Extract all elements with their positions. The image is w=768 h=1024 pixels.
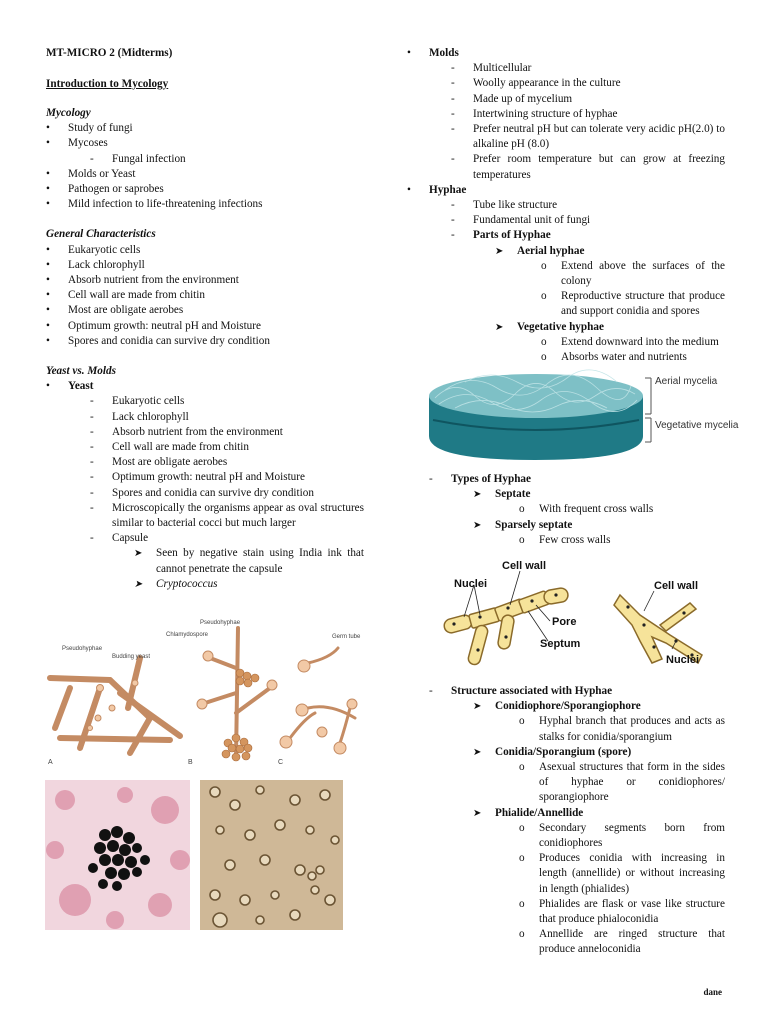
list-item: - Multicellular: [451, 61, 725, 76]
list-item: - Absorb nutrient from the environment: [90, 425, 364, 440]
list-item: ➤ Sparsely septate o Few cross walls: [473, 518, 725, 548]
list-item: o Reproductive structure that produce and support conidia and spores: [539, 289, 725, 319]
petri-dish-mycelia-figure: [425, 358, 739, 468]
list-item: ➤ Phialide/Annellide o Secondary segments born from conidiophores o Produces conidia with increasing in length (annellide) or without increasing in length (phialides) o Phialides are flask or vase like structure that produce phialoconidia o Annellide are ringed structure that produce anneloconidia: [473, 806, 725, 958]
list-item: - Intertwining structure of hyphae: [451, 107, 725, 122]
list-item: ➤ Cryptococcus: [134, 577, 364, 592]
list-item: • Spores and conidia can survive dry condition: [46, 334, 364, 349]
label-nuclei-sparse: Nuclei: [666, 654, 700, 666]
list-item: • Hyphae - Tube like structure - Fundamental unit of fungi - Parts of Hyphae ➤ Aerial hyphae o Extend above the surfaces of the colony o Reproductive structure that produce and support conidia and spores ➤ Vegetative hyphae o Extend downward into the medium o Absorbs water and nutrients: [407, 183, 725, 365]
list-item: o Phialides are flask or vase like structure that produce phialoconidia: [517, 897, 725, 927]
list-item: - Spores and conidia can survive dry condition: [90, 486, 364, 501]
list-item: • Pathogen or saprobes: [46, 182, 364, 197]
list-item: • Absorb nutrient from the environment: [46, 273, 364, 288]
footer-signature: dane: [703, 987, 722, 997]
list-item: - Microscopically the organisms appear as oval structures similar to bacterial cocci but much larger: [90, 501, 364, 531]
list-item: - Cell wall are made from chitin: [90, 440, 364, 455]
list-item: • Yeast - Eukaryotic cells - Lack chlorophyll - Absorb nutrient from the environment - Cell wall are made from chitin - Most are obligate aerobes - Optimum growth: neutral pH and Moisture - Spores and conidia can survive dry condition - Microscopically the organisms appear as oval structures similar to bacterial cocci but much larger - Capsule ➤ Seen by negative stain using India ink that cannot penetrate the capsule ➤ Cryptococcus: [46, 379, 364, 592]
list-item: - Capsule ➤ Seen by negative stain using India ink that cannot penetrate the capsule ➤ Cryptococcus: [90, 531, 364, 592]
mycology-list: [46, 121, 364, 212]
label-germ-tube: Germ tube: [332, 634, 361, 640]
list-item: o With frequent cross walls: [517, 502, 725, 517]
list-item: o Absorbs water and nutrients: [539, 350, 725, 365]
list-item: - Structure associated with Hyphae ➤ Conidiophore/Sporangiophore o Hyphal branch that produces and acts as stalks for conidia/sporangium ➤ Conidia/Sporangium (spore) o Asexual structures that form in the sides of hyphae or conidiophores/ sporangiophore ➤ Phialide/Annellide o Secondary segments born from conidiophores o Produces conidia with increasing in length (annellide) or without increasing in length (phialides) o Phialides are flask or vase like structure that produce phialoconidia o Annellide are ringed structure that produce anneloconidia: [429, 684, 725, 958]
structure-with-hyphae: [429, 684, 725, 958]
label-cell-wall-septate: Cell wall: [502, 560, 547, 572]
list-item: - Woolly appearance in the culture: [451, 76, 725, 91]
yeast-list: [46, 379, 364, 592]
list-item: - Prefer neutral pH but can tolerate very acidic pH(2.0) to alkaline pH (8.0): [451, 122, 725, 152]
list-item: - Prefer room temperature but can grow at freezing temperatures: [451, 152, 725, 182]
list-item: o Asexual structures that form in the sides of hyphae or conidiophores/ sporangiophore: [517, 760, 725, 806]
list-item: • Mycoses - Fungal infection: [46, 136, 364, 166]
list-item: - Lack chlorophyll: [90, 410, 364, 425]
label-chlamydospore: Chlamydospore: [166, 632, 209, 638]
label-pore: Pore: [552, 616, 577, 628]
list-item: - Fundamental unit of fungi: [451, 213, 725, 228]
list-item: o Extend above the surfaces of the colony: [539, 259, 725, 289]
list-item: • Optimum growth: neutral pH and Moisture: [46, 319, 364, 334]
septate-hypha: [443, 587, 569, 666]
list-item: • Study of fungi: [46, 121, 364, 136]
india-ink-stain-photo: [45, 780, 190, 930]
list-item: • Mild infection to life-threatening infections: [46, 197, 364, 212]
list-item: • Molds - Multicellular - Woolly appearance in the culture - Made up of mycelium - Intertwining structure of hyphae - Prefer neutral pH but can tolerate very acidic pH(2.0) to alkaline pH (8.0) - Prefer room temperature but can grow at freezing temperatures: [407, 46, 725, 183]
list-item: ➤ Aerial hyphae o Extend above the surfaces of the colony o Reproductive structure that produce and support conidia and spores: [495, 244, 725, 320]
panel-a-pseudohyphae: [50, 658, 180, 753]
document-title: MT-MICRO 2 (Midterms): [46, 47, 173, 59]
list-item: o Produces conidia with increasing in length (annellide) or without increasing in length (phialides): [517, 851, 725, 897]
list-item: • Molds or Yeast: [46, 167, 364, 182]
yeast-cells-photo: [200, 780, 343, 930]
left-column: [46, 106, 364, 592]
sparsely-septate-hypha: [614, 595, 702, 663]
list-item: • Most are obligate aerobes: [46, 303, 364, 318]
hyphae-types-diagram: [440, 555, 720, 675]
section-introduction: Introduction to Mycology: [46, 78, 169, 90]
list-item: - Fungal infection: [90, 152, 364, 167]
general-list: [46, 243, 364, 349]
heading-yeast-vs-molds: Yeast vs. Molds: [46, 365, 116, 378]
list-item: ➤ Conidia/Sporangium (spore) o Asexual structures that form in the sides of hyphae or conidiophores/ sporangiophore: [473, 745, 725, 806]
list-item: • Lack chlorophyll: [46, 258, 364, 273]
list-item: - Optimum growth: neutral pH and Moisture: [90, 470, 364, 485]
list-item: - Tube like structure: [451, 198, 725, 213]
heading-general-characteristics: General Characteristics: [46, 228, 156, 241]
list-item: ➤ Seen by negative stain using India ink that cannot penetrate the capsule: [134, 546, 364, 576]
list-item: o Few cross walls: [517, 533, 725, 548]
right-column: [407, 46, 725, 365]
list-item: - Types of Hyphae ➤ Septate o With frequent cross walls ➤ Sparsely septate o Few cross walls: [429, 472, 725, 548]
label-pseudohyphae-a: Pseudohyphae: [62, 646, 103, 652]
label-budding-yeast: Budding yeast: [112, 654, 151, 660]
list-item: - Most are obligate aerobes: [90, 455, 364, 470]
yeast-morphology-figure: [40, 618, 370, 768]
list-item: o Extend downward into the medium: [539, 335, 725, 350]
label-vegetative-mycelia: Vegetative mycelia: [655, 420, 739, 431]
list-item: • Eukaryotic cells: [46, 243, 364, 258]
label-cell-wall-sparse: Cell wall: [654, 580, 699, 592]
list-item: ➤ Septate o With frequent cross walls: [473, 487, 725, 517]
list-item: - Made up of mycelium: [451, 92, 725, 107]
list-item: - Parts of Hyphae ➤ Aerial hyphae o Extend above the surfaces of the colony o Reproductive structure that produce and support conidia and spores ➤ Vegetative hyphae o Extend downward into the medium o Absorbs water and nutrients: [451, 228, 725, 365]
heading-mycology: Mycology: [46, 107, 91, 119]
list-item: o Hyphal branch that produces and acts as stalks for conidia/sporangium: [517, 714, 725, 744]
list-item: ➤ Conidiophore/Sporangiophore o Hyphal branch that produces and acts as stalks for conidia/sporangium: [473, 699, 725, 745]
label-panel-b: B: [188, 759, 193, 766]
label-nuclei-septate: Nuclei: [454, 578, 488, 590]
molds-list: [407, 46, 725, 365]
list-item: ➤ Vegetative hyphae o Extend downward into the medium o Absorbs water and nutrients: [495, 320, 725, 366]
label-panel-a: A: [48, 759, 53, 766]
list-item: • Cell wall are made from chitin: [46, 288, 364, 303]
label-pseudohyphae-b: Pseudohyphae: [200, 620, 241, 626]
label-aerial-mycelia: Aerial mycelia: [655, 376, 718, 387]
types-of-hyphae: [429, 472, 725, 548]
label-septum: Septum: [540, 638, 581, 650]
label-panel-c: C: [278, 759, 284, 766]
list-item: o Annellide are ringed structure that produce anneloconidia: [517, 927, 725, 957]
list-item: o Secondary segments born from conidiophores: [517, 821, 725, 851]
list-item: - Eukaryotic cells: [90, 394, 364, 409]
